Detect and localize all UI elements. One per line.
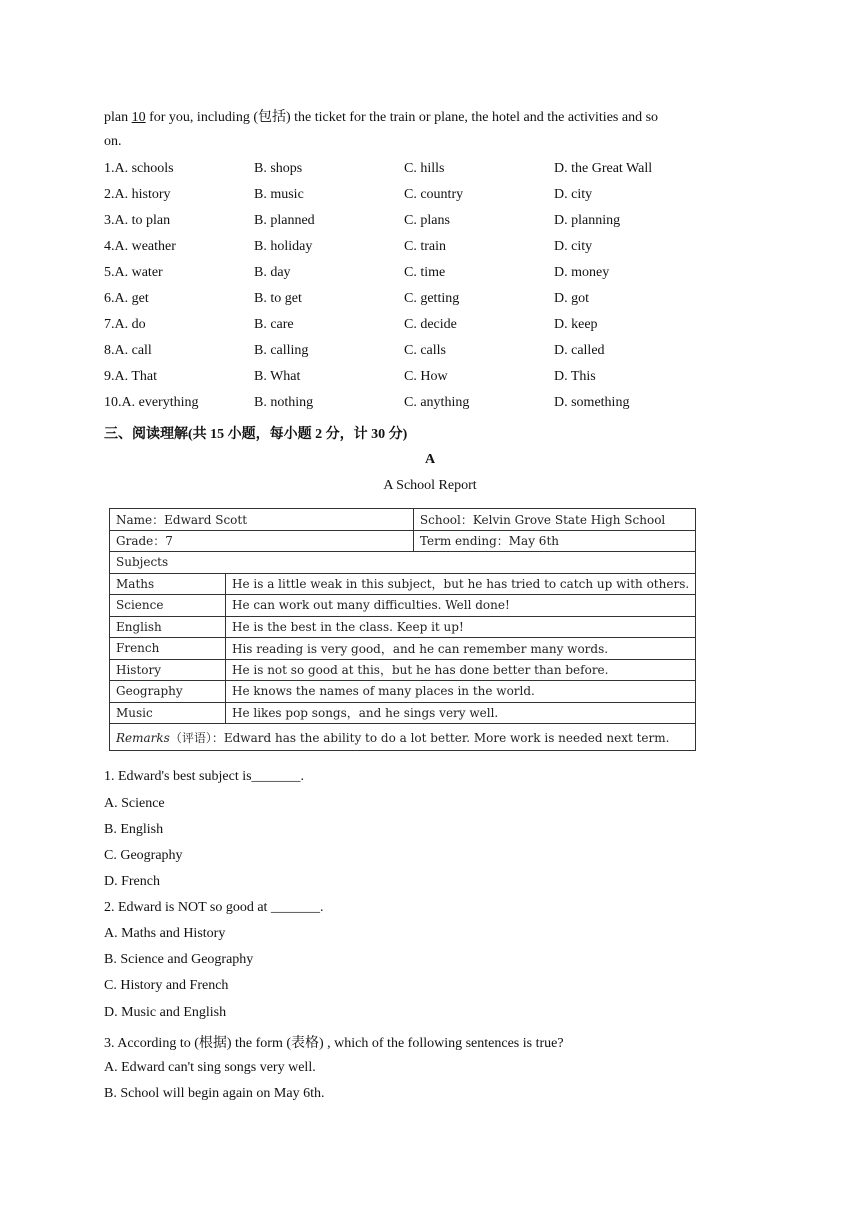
answer-option: D. Music and English xyxy=(104,1005,227,1020)
table-row xyxy=(110,616,696,638)
comment-cell: He can work out many difficulties. Well done! xyxy=(226,595,696,617)
passage-title: A School Report xyxy=(383,478,477,493)
subject-cell: Maths xyxy=(110,573,226,595)
table-row xyxy=(110,595,696,617)
remarks-text: ：Edward has the ability to do a lot better. More work is needed next term. xyxy=(211,730,670,745)
option: C. hills xyxy=(404,161,445,176)
subject-cell: Music xyxy=(110,702,226,724)
option: D. city xyxy=(554,239,593,254)
subject-cell: Science xyxy=(110,595,226,617)
option: 8.A. call xyxy=(104,343,152,358)
option: C. getting xyxy=(404,291,460,306)
option-row xyxy=(104,265,744,285)
table-row xyxy=(110,573,696,595)
table-row xyxy=(110,724,696,751)
option: B. music xyxy=(254,187,304,202)
option: C. anything xyxy=(404,395,470,410)
line-suffix: for you, including (包括) the ticket for the train or plane, the hotel and the activities and so xyxy=(145,110,659,125)
option: C. country xyxy=(404,187,464,202)
option: C. train xyxy=(404,239,446,254)
subject-cell: French xyxy=(110,638,226,660)
option: B. planned xyxy=(254,213,315,228)
passage-letter: A xyxy=(424,452,436,467)
table-row xyxy=(110,530,696,552)
answer-option: B. English xyxy=(104,822,164,837)
subjects-header: Subjects xyxy=(110,552,696,574)
comment-cell: He likes pop songs，and he sings very well. xyxy=(226,702,696,724)
question-stem: 3. According to (根据) the form (表格) , which of the following sentences is true? xyxy=(104,1036,564,1051)
section-title: 三、阅读理解(共 15 小题，每小题 2 分，计 30 分) xyxy=(104,427,408,442)
term-cell: Term ending：May 6th xyxy=(413,530,695,552)
option: D. money xyxy=(554,265,610,280)
option-row xyxy=(104,343,744,363)
option: B. shops xyxy=(254,161,303,176)
option-row xyxy=(104,291,744,311)
remarks-cn: （评语） xyxy=(169,730,212,745)
comment-cell: He is the best in the class. Keep it up! xyxy=(226,616,696,638)
option: C. decide xyxy=(404,317,457,332)
option: 1.A. schools xyxy=(104,161,174,176)
option: 9.A. That xyxy=(104,369,158,384)
subject-cell: History xyxy=(110,659,226,681)
option: D. keep xyxy=(554,317,598,332)
school-report-table xyxy=(109,508,696,751)
option: B. care xyxy=(254,317,294,332)
option-row xyxy=(104,161,744,181)
option: 3.A. to plan xyxy=(104,213,171,228)
option: C. time xyxy=(404,265,446,280)
option: D. the Great Wall xyxy=(554,161,653,176)
option: 4.A. weather xyxy=(104,239,176,254)
option: B. calling xyxy=(254,343,309,358)
answer-option: A. Science xyxy=(104,796,165,811)
comment-cell: He knows the names of many places in the world. xyxy=(226,681,696,703)
option: 7.A. do xyxy=(104,317,146,332)
option: D. called xyxy=(554,343,605,358)
comment-cell: He is a little weak in this subject，but he has tried to catch up with others. xyxy=(226,573,696,595)
option: B. to get xyxy=(254,291,302,306)
option: 5.A. water xyxy=(104,265,163,280)
question-stem: 2. Edward is NOT so good at _______. xyxy=(104,900,324,915)
option: D. got xyxy=(554,291,589,306)
option: 6.A. get xyxy=(104,291,149,306)
option: B. nothing xyxy=(254,395,314,410)
option-row xyxy=(104,395,744,415)
passage-continuation-line xyxy=(104,106,658,126)
option: D. city xyxy=(554,187,593,202)
school-cell: School：Kelvin Grove State High School xyxy=(413,509,695,531)
grade-cell: Grade：7 xyxy=(110,530,414,552)
subject-cell: English xyxy=(110,616,226,638)
option: C. plans xyxy=(404,213,450,228)
option: 2.A. history xyxy=(104,187,171,202)
option-row xyxy=(104,317,744,337)
option: 10.A. everything xyxy=(104,395,199,410)
option: D. something xyxy=(554,395,630,410)
passage-continuation-line-2: on. xyxy=(104,134,122,149)
table-row xyxy=(110,659,696,681)
option: C. calls xyxy=(404,343,446,358)
option: D. planning xyxy=(554,213,621,228)
table-row xyxy=(110,509,696,531)
table-row xyxy=(110,702,696,724)
answer-option: C. History and French xyxy=(104,978,229,993)
answer-option: A. Edward can't sing songs very well. xyxy=(104,1060,316,1075)
table-row xyxy=(110,552,696,574)
option: D. This xyxy=(554,369,596,384)
option: B. day xyxy=(254,265,291,280)
option-row xyxy=(104,213,744,233)
option-row xyxy=(104,239,744,259)
remarks-cell xyxy=(110,724,696,751)
option-row xyxy=(104,369,744,389)
answer-option: C. Geography xyxy=(104,848,183,863)
table-row xyxy=(110,681,696,703)
name-cell: Name：Edward Scott xyxy=(110,509,414,531)
answer-option: D. French xyxy=(104,874,160,889)
answer-option: B. School will begin again on May 6th. xyxy=(104,1086,325,1101)
question-stem: 1. Edward's best subject is_______. xyxy=(104,769,305,784)
comment-cell: He is not so good at this，but he has done better than before. xyxy=(226,659,696,681)
subject-cell: Geography xyxy=(110,681,226,703)
answer-option: A. Maths and History xyxy=(104,926,226,941)
option: B. What xyxy=(254,369,301,384)
comment-cell: His reading is very good，and he can remember many words. xyxy=(226,638,696,660)
remarks-label: Remarks xyxy=(116,730,170,745)
blank-10: 10 xyxy=(131,110,146,125)
option: B. holiday xyxy=(254,239,313,254)
line-prefix: plan xyxy=(104,110,132,125)
option: C. How xyxy=(404,369,448,384)
table-row xyxy=(110,638,696,660)
answer-option: B. Science and Geography xyxy=(104,952,254,967)
option-row xyxy=(104,187,744,207)
